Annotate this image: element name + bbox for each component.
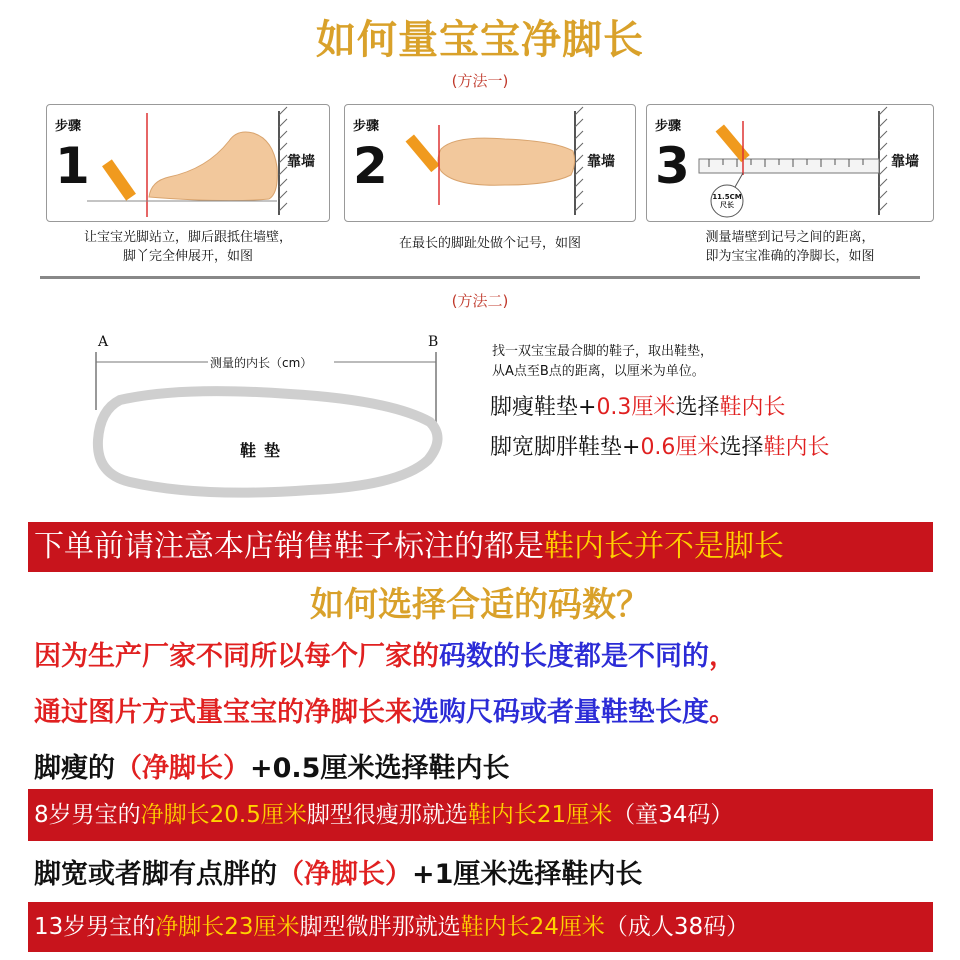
thin-value: 0.3厘米 <box>596 395 676 420</box>
point-b-label: B <box>428 334 439 350</box>
method2-line-1: 找一双宝宝最合脚的鞋子，取出鞋垫， <box>492 344 714 359</box>
point-a-label: A <box>98 334 109 350</box>
thin-foot-part-1: 脚瘦的 <box>34 753 115 784</box>
step-1-caption-line-2: 脚丫完全伸展开，如图 <box>122 249 253 264</box>
example-1-p4: 鞋内长21厘米 <box>467 802 613 828</box>
guide-line-1-part-1: 因为生产厂家不同所以每个厂家的 <box>34 641 439 672</box>
wide-foot-part-2: （净脚长） <box>277 859 412 890</box>
thin-foot-part-2: （净脚长） <box>115 753 250 784</box>
insole-text: 鞋垫 <box>240 441 289 460</box>
example-2-p3: 脚型微胖那就选 <box>299 914 461 940</box>
step-3-caption-line-2: 即为宝宝准确的净脚长，如图 <box>705 249 875 264</box>
section-divider <box>40 276 920 279</box>
ruler-value: 11.5CM <box>712 193 742 201</box>
example-banner-1 <box>28 789 933 841</box>
thin-foot-rule <box>34 746 509 785</box>
wide-foot-rule <box>34 852 642 891</box>
step-1-panel <box>46 104 330 222</box>
step-2-wall-label: 靠墙 <box>587 154 615 170</box>
step-2-caption <box>344 234 636 253</box>
wide-mid: 选择 <box>719 435 764 460</box>
size-guide-title: 如何选择合适的码数？ <box>310 585 650 625</box>
step-2-panel <box>344 104 636 222</box>
guide-line-2-part-3: 。 <box>709 697 736 728</box>
example-1-p5: （童34码） <box>612 802 734 828</box>
wide-suffix: 鞋内长 <box>763 435 830 460</box>
method2-line-2: 从A点至B点的距离，以厘米为单位。 <box>492 364 705 379</box>
example-2-p4: 鞋内长24厘米 <box>460 914 605 940</box>
guide-line-2-part-1: 通过图片方式量宝宝的净脚长来 <box>34 697 412 728</box>
example-1-p1: 8岁男宝的 <box>34 802 141 828</box>
notice-part-2: 鞋内长并不是脚长 <box>544 529 784 564</box>
thin-prefix: 脚瘦鞋垫+ <box>490 395 597 420</box>
step-3-caption <box>646 228 934 266</box>
step-3-caption-line-1: 测量墙壁到记号之间的距离， <box>705 230 875 245</box>
wide-value: 0.6厘米 <box>640 435 720 460</box>
wide-foot-part-3: +1厘米选择鞋内长 <box>412 859 643 890</box>
step-2-number: 2 <box>353 137 388 195</box>
guide-line-2 <box>34 690 736 729</box>
guide-line-1 <box>34 634 736 673</box>
example-2-p2: 净脚长23厘米 <box>155 914 300 940</box>
step-3-wall-label: 靠墙 <box>891 154 919 170</box>
thin-mid: 选择 <box>675 395 720 420</box>
example-1-p3: 脚型很瘦那就选 <box>306 802 468 828</box>
notice-banner <box>28 522 933 572</box>
example-2-p1: 13岁男宝的 <box>34 914 156 940</box>
step-1-caption-line-1: 让宝宝光脚站立，脚后跟抵住墙壁， <box>83 230 292 245</box>
guide-line-1-part-2: 码数的长度都是不同的 <box>439 641 709 672</box>
example-2-p5: （成人38码） <box>604 914 750 940</box>
thin-foot-part-3: +0.5厘米选择鞋内长 <box>250 753 510 784</box>
notice-part-1: 下单前请注意本店销售鞋子标注的都是 <box>34 529 544 564</box>
method2-wide-rule <box>490 430 829 461</box>
step-1-wall-label: 靠墙 <box>287 154 315 170</box>
insole-illustration <box>90 330 450 510</box>
wide-prefix: 脚宽脚胖鞋垫+ <box>490 435 641 460</box>
wide-foot-part-1: 脚宽或者脚有点胖的 <box>34 859 277 890</box>
ruler-badge <box>711 193 743 209</box>
method1-label: (方法一) <box>451 72 509 90</box>
page-title: 如何量宝宝净脚长 <box>316 17 644 63</box>
step-3-number: 3 <box>655 137 690 195</box>
step-3-head: 步骤 <box>655 119 682 134</box>
example-banner-2 <box>28 902 933 952</box>
step-1-head: 步骤 <box>55 119 82 134</box>
step-2-head: 步骤 <box>353 119 380 134</box>
guide-line-1-part-3: ， <box>709 641 736 672</box>
method2-thin-rule <box>490 390 785 421</box>
ruler-unit: 尺长 <box>720 201 734 209</box>
step-1-caption <box>46 228 330 266</box>
step-3-panel <box>646 104 934 222</box>
example-1-p2: 净脚长20.5厘米 <box>140 802 307 828</box>
step-2-caption-line-1: 在最长的脚趾处做个记号，如图 <box>398 236 581 251</box>
step-1-number: 1 <box>55 137 90 195</box>
guide-line-2-part-2: 选购尺码或者量鞋垫长度 <box>412 697 709 728</box>
method2-label: (方法二) <box>451 292 509 310</box>
thin-suffix: 鞋内长 <box>719 395 786 420</box>
measure-label: 测量的内长（cm） <box>210 356 313 370</box>
